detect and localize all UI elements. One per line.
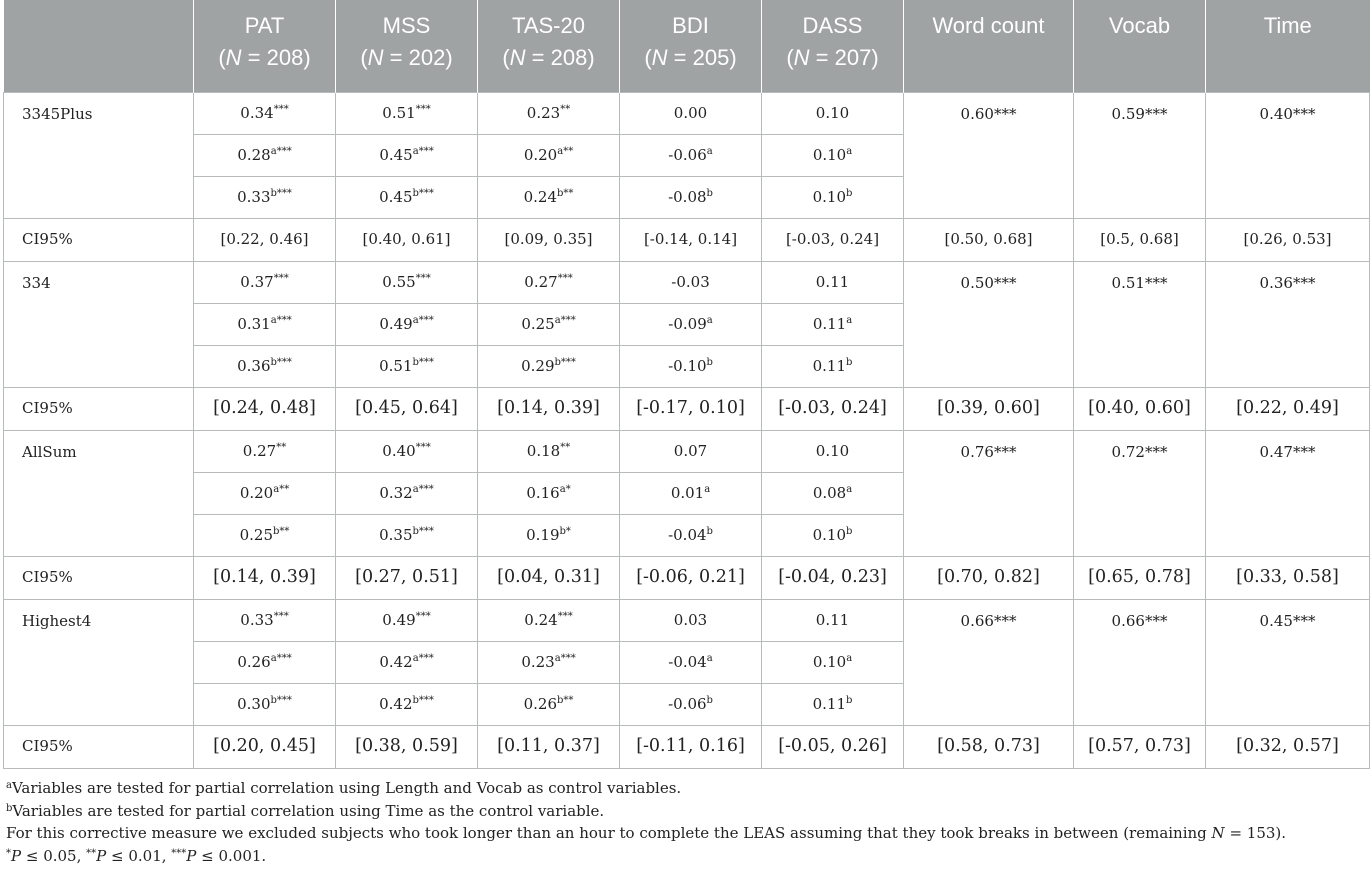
ci-label: CI95% (4, 387, 194, 430)
ci-cell: [0.22, 0.49] (1206, 387, 1370, 430)
correlation-cell: $0.33^{b***}$ (194, 176, 336, 218)
correlation-cell: $0.16^{a*}$ (478, 472, 620, 514)
column-name: Word count (932, 13, 1045, 38)
column-sample-size: (N = 202) (360, 45, 453, 70)
table-header (4, 0, 1370, 92)
ci-cell: [0.50, 0.68] (904, 218, 1074, 261)
correlation-cell: $0.35^{b***}$ (336, 514, 478, 556)
ci-row (4, 387, 1370, 430)
correlation-cell: 0.59*** (1074, 92, 1206, 218)
ci-row (4, 725, 1370, 768)
correlation-cell: 0.66*** (1074, 599, 1206, 725)
correlation-cell: 0.40*** (1206, 92, 1370, 218)
column-name: DASS (802, 13, 863, 38)
correlation-cell: 0.66*** (904, 599, 1074, 725)
ci-cell: [0.40, 0.61] (336, 218, 478, 261)
correlation-cell: 0.50*** (904, 261, 1074, 387)
correlation-cell: 0.07 (620, 430, 762, 472)
column-header (194, 0, 336, 92)
table-row (4, 261, 1370, 303)
column-sample-size: (N = 208) (218, 45, 311, 70)
ci-cell: [-0.11, 0.16] (620, 725, 762, 768)
ci-label: CI95% (4, 556, 194, 599)
ci-cell: [0.45, 0.64] (336, 387, 478, 430)
column-header (1206, 0, 1370, 92)
correlation-cell: $0.24^{b**}$ (478, 176, 620, 218)
column-header (620, 0, 762, 92)
ci-cell: [0.57, 0.73] (1074, 725, 1206, 768)
correlation-table (3, 0, 1370, 769)
ci-cell: [0.20, 0.45] (194, 725, 336, 768)
column-name: Vocab (1108, 13, 1171, 38)
correlation-cell: 0.76*** (904, 430, 1074, 556)
correlation-cell: 0.11$^a$ (762, 303, 904, 345)
measure-name: 3345Plus (4, 92, 194, 218)
ci-row (4, 218, 1370, 261)
correlation-cell: 0.01$^a$ (620, 472, 762, 514)
ci-row (4, 556, 1370, 599)
correlation-cell: $0.26^{b**}$ (478, 683, 620, 725)
correlation-cell: $0.23^{a***}$ (478, 641, 620, 683)
table-body (4, 92, 1370, 768)
ci-cell: [0.14, 0.39] (194, 556, 336, 599)
correlation-cell: 0.18** (478, 430, 620, 472)
ci-cell: [0.5, 0.68] (1074, 218, 1206, 261)
column-sample-size: (N = 208) (502, 45, 595, 70)
correlation-cell: $0.42^{a***}$ (336, 641, 478, 683)
correlation-cell: 0.45*** (1206, 599, 1370, 725)
measure-name: 334 (4, 261, 194, 387)
correlation-cell: $0.25^{b**}$ (194, 514, 336, 556)
ci-cell: [0.04, 0.31] (478, 556, 620, 599)
column-header (4, 0, 194, 92)
correlation-cell: -0.03 (620, 261, 762, 303)
ci-cell: [0.14, 0.39] (478, 387, 620, 430)
correlation-cell: 0.10$^a$ (762, 641, 904, 683)
correlation-cell: -0.06$^b$ (620, 683, 762, 725)
footnote-exclusion: For this corrective measure we excluded subjects who took longer than an hour to complete the LEAS assuming that they took breaks in between (remaining N = 153). (6, 824, 1287, 842)
correlation-cell: $0.25^{a***}$ (478, 303, 620, 345)
correlation-cell: 0.47*** (1206, 430, 1370, 556)
column-name: BDI (672, 13, 709, 38)
correlation-cell: 0.10 (762, 430, 904, 472)
table-row (4, 430, 1370, 472)
correlation-cell: 0.36*** (1206, 261, 1370, 387)
ci-cell: [-0.03, 0.24] (762, 218, 904, 261)
correlation-cell: 0.24*** (478, 599, 620, 641)
ci-cell: [0.32, 0.57] (1206, 725, 1370, 768)
correlation-cell: 0.60*** (904, 92, 1074, 218)
correlation-cell: $0.36^{b***}$ (194, 345, 336, 387)
correlation-cell: $0.32^{a***}$ (336, 472, 478, 514)
correlation-cell: 0.27** (194, 430, 336, 472)
ci-cell: [0.11, 0.37] (478, 725, 620, 768)
footnote-significance: *P ≤ 0.05, **P ≤ 0.01, ***P ≤ 0.001. (6, 846, 267, 865)
correlation-cell: -0.09$^a$ (620, 303, 762, 345)
correlation-cell: -0.04$^b$ (620, 514, 762, 556)
correlation-cell: 0.51*** (336, 92, 478, 134)
column-name: PAT (244, 13, 285, 38)
correlation-cell: $0.45^{b***}$ (336, 176, 478, 218)
ci-cell: [-0.03, 0.24] (762, 387, 904, 430)
correlation-cell: -0.06$^a$ (620, 134, 762, 176)
footnote-b: $^b$Variables are tested for partial correlation using Time as the control variable. (6, 801, 605, 820)
correlation-cell: 0.10 (762, 92, 904, 134)
correlation-cell: 0.10$^b$ (762, 176, 904, 218)
correlation-cell: $0.29^{b***}$ (478, 345, 620, 387)
ci-cell: [-0.06, 0.21] (620, 556, 762, 599)
correlation-cell: $0.42^{b***}$ (336, 683, 478, 725)
column-sample-size: (N = 207) (786, 45, 879, 70)
footnote-a: $^a$Variables are tested for partial correlation using Length and Vocab as control variables. (6, 779, 682, 797)
correlation-cell: $0.26^{a***}$ (194, 641, 336, 683)
column-header (478, 0, 620, 92)
correlation-cell: $0.28^{a***}$ (194, 134, 336, 176)
correlation-cell: 0.11$^b$ (762, 345, 904, 387)
ci-cell: [0.58, 0.73] (904, 725, 1074, 768)
correlation-cell: 0.00 (620, 92, 762, 134)
correlation-cell: 0.08$^a$ (762, 472, 904, 514)
ci-cell: [-0.04, 0.23] (762, 556, 904, 599)
correlation-cell: 0.49*** (336, 599, 478, 641)
measure-name: Highest4 (4, 599, 194, 725)
correlation-cell: $0.19^{b*}$ (478, 514, 620, 556)
correlation-cell: $0.20^{a**}$ (478, 134, 620, 176)
correlation-cell: 0.51*** (1074, 261, 1206, 387)
measure-name: AllSum (4, 430, 194, 556)
correlation-cell: 0.23** (478, 92, 620, 134)
correlation-cell: -0.08$^b$ (620, 176, 762, 218)
ci-cell: [0.33, 0.58] (1206, 556, 1370, 599)
ci-cell: [0.39, 0.60] (904, 387, 1074, 430)
correlation-cell: $0.51^{b***}$ (336, 345, 478, 387)
column-name: TAS-20 (512, 13, 585, 38)
ci-cell: [0.27, 0.51] (336, 556, 478, 599)
ci-cell: [0.09, 0.35] (478, 218, 620, 261)
correlation-cell: 0.72*** (1074, 430, 1206, 556)
correlation-cell: 0.27*** (478, 261, 620, 303)
ci-label: CI95% (4, 218, 194, 261)
column-header (904, 0, 1074, 92)
correlation-cell: $0.20^{a**}$ (194, 472, 336, 514)
correlation-cell: 0.11 (762, 261, 904, 303)
ci-cell: [-0.14, 0.14] (620, 218, 762, 261)
correlation-cell: 0.03 (620, 599, 762, 641)
ci-cell: [0.26, 0.53] (1206, 218, 1370, 261)
footnotes (6, 777, 1286, 867)
correlation-cell: -0.10$^b$ (620, 345, 762, 387)
column-header (1074, 0, 1206, 92)
column-name: MSS (382, 13, 431, 38)
correlation-cell: 0.40*** (336, 430, 478, 472)
correlation-cell: $0.45^{a***}$ (336, 134, 478, 176)
ci-cell: [0.24, 0.48] (194, 387, 336, 430)
column-header (336, 0, 478, 92)
ci-cell: [0.22, 0.46] (194, 218, 336, 261)
correlation-cell: 0.55*** (336, 261, 478, 303)
ci-cell: [-0.17, 0.10] (620, 387, 762, 430)
ci-cell: [0.40, 0.60] (1074, 387, 1206, 430)
correlation-cell: $0.30^{b***}$ (194, 683, 336, 725)
ci-cell: [0.70, 0.82] (904, 556, 1074, 599)
correlation-cell: 0.11$^b$ (762, 683, 904, 725)
ci-cell: [0.38, 0.59] (336, 725, 478, 768)
correlation-cell: 0.33*** (194, 599, 336, 641)
ci-cell: [0.65, 0.78] (1074, 556, 1206, 599)
correlation-cell: 0.10$^b$ (762, 514, 904, 556)
correlation-cell: -0.04$^a$ (620, 641, 762, 683)
correlation-cell: 0.11 (762, 599, 904, 641)
correlation-cell: 0.37*** (194, 261, 336, 303)
column-name: Time (1263, 13, 1312, 38)
correlation-cell: $0.31^{a***}$ (194, 303, 336, 345)
correlation-cell: 0.34*** (194, 92, 336, 134)
ci-label: CI95% (4, 725, 194, 768)
ci-cell: [-0.05, 0.26] (762, 725, 904, 768)
column-sample-size: (N = 205) (644, 45, 737, 70)
column-header (762, 0, 904, 92)
correlation-cell: 0.10$^a$ (762, 134, 904, 176)
table-row (4, 92, 1370, 134)
correlation-cell: $0.49^{a***}$ (336, 303, 478, 345)
table-row (4, 599, 1370, 641)
